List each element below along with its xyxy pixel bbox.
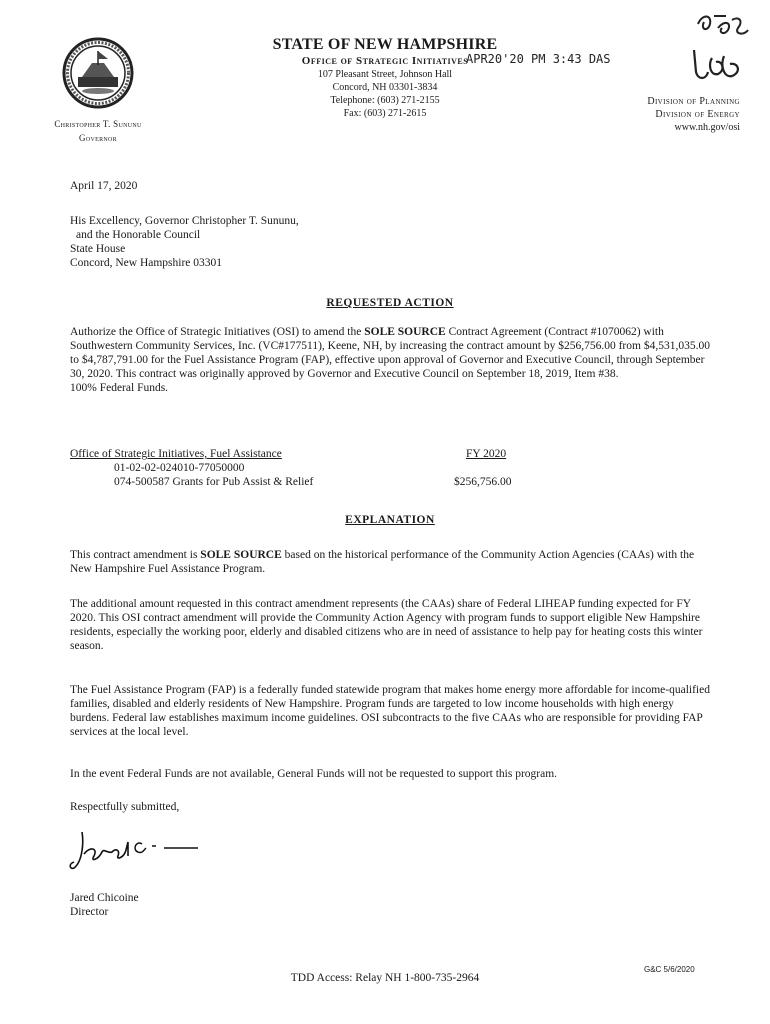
funding-fiscal-year: FY 2020 xyxy=(466,448,507,460)
telephone: Telephone: (603) 271-2155 xyxy=(330,95,440,106)
letter-date: April 17, 2020 xyxy=(70,180,138,192)
address-line-2: Concord, NH 03301-3834 xyxy=(332,82,438,93)
receipt-stamp: APR20'20 PM 3:43 DAS xyxy=(466,52,611,66)
funding-amount: $256,756.00 xyxy=(454,476,512,488)
recipient-line: Concord, New Hampshire 03301 xyxy=(70,257,223,269)
funding-source: 100% Federal Funds. xyxy=(70,382,169,394)
sole-source-emphasis: SOLE SOURCE xyxy=(200,549,282,561)
governor-title: Governor xyxy=(79,133,117,143)
funding-table xyxy=(70,447,710,489)
requested-action-text: Authorize the Office of Strategic Initiatives (OSI) to amend the xyxy=(70,326,365,338)
requested-action-text: Contract Agreement (Contract #1070062) with Southwestern Community Services, Inc. (VC#177511), Keene, NH, by increasing the contract amount by $256,756.00 from $4,531,035.00 to $4,787,791.00 for the Fuel Assistance Program (FAP), effective upon approval of Governor and Executive Council, through September 30, 2020. This contract was originally approved by Governor and Executive Council on September 18, 2019, Item #38. xyxy=(70,326,710,380)
funding-org: Office of Strategic Initiatives, Fuel Assistance xyxy=(70,448,282,460)
fax: Fax: (603) 271-2615 xyxy=(343,108,427,119)
address-line-1: 107 Pleasant Street, Johnson Hall xyxy=(317,69,453,80)
requested-action-body xyxy=(70,325,710,395)
signer-title: Director xyxy=(70,906,109,918)
state-name: STATE OF NEW HAMPSHIRE xyxy=(272,36,498,53)
explanation-text: This contract amendment is xyxy=(70,549,201,561)
signer-block xyxy=(70,891,710,919)
website-link[interactable]: www.nh.gov/osi xyxy=(674,122,740,133)
divisions-block xyxy=(590,95,740,134)
explanation-paragraph-2: The additional amount requested in this contract amendment represents (the CAAs) share of Federal LIHEAP funding expected for FY 2020. This OSI contract amendment will provide the Community Action Agency with program funds to support eligible New Hampshire residents, especially the working poor, elderly and disabled citizens who are in need of assistance to help pay for heating costs this winter season. xyxy=(70,598,703,652)
funding-account: 01-02-02-024010-77050000 xyxy=(114,462,245,474)
tdd-access: TDD Access: Relay NH 1-800-735-2964 xyxy=(290,972,480,984)
letterhead xyxy=(240,36,530,120)
recipient-line: and the Honorable Council xyxy=(76,229,201,241)
funding-row xyxy=(70,447,710,461)
recipient-address xyxy=(70,214,710,270)
recipient-line: His Excellency, Governor Christopher T. Sununu, xyxy=(70,215,299,227)
explanation-text: based on the historical performance of the Community Action Agencies (CAAs) with the New Hampshire Fuel Assistance Program. xyxy=(70,549,695,575)
recipient-line: State House xyxy=(70,243,126,255)
governor-name: Christopher T. Sununu xyxy=(54,119,142,129)
handwritten-note xyxy=(688,10,754,88)
governor-block xyxy=(28,117,168,145)
office-name: Office of Strategic Initiatives xyxy=(301,55,469,67)
funding-row xyxy=(70,475,710,489)
signature xyxy=(68,824,203,879)
requested-action-heading: REQUESTED ACTION xyxy=(326,297,454,309)
funding-row xyxy=(70,461,710,475)
signer-name: Jared Chicoine xyxy=(70,892,139,904)
sole-source-emphasis: SOLE SOURCE xyxy=(364,326,446,338)
explanation-paragraph-4: In the event Federal Funds are not available, General Funds will not be requested to support this program. xyxy=(70,768,558,780)
division-planning: Division of Planning xyxy=(647,96,740,107)
funding-class: 074-500587 Grants for Pub Assist & Relief xyxy=(114,476,314,488)
explanation-paragraph-1 xyxy=(70,548,710,576)
division-energy: Division of Energy xyxy=(655,109,740,120)
state-seal xyxy=(62,37,134,109)
closing: Respectfully submitted, xyxy=(70,801,180,813)
explanation-paragraph-3: The Fuel Assistance Program (FAP) is a federally funded statewide program that makes home energy more affordable for income-qualified families, disabled and elderly residents of New Hampshire. Program funds are targeted to low income households with high energy burdens. Federal law establishes maximum income guidelines. OSI subcontracts to the five CAAs who are responsible for providing FAP services at the local level. xyxy=(70,684,710,738)
explanation-heading: EXPLANATION xyxy=(345,514,435,526)
gc-date-note: G&C 5/6/2020 xyxy=(644,965,695,974)
